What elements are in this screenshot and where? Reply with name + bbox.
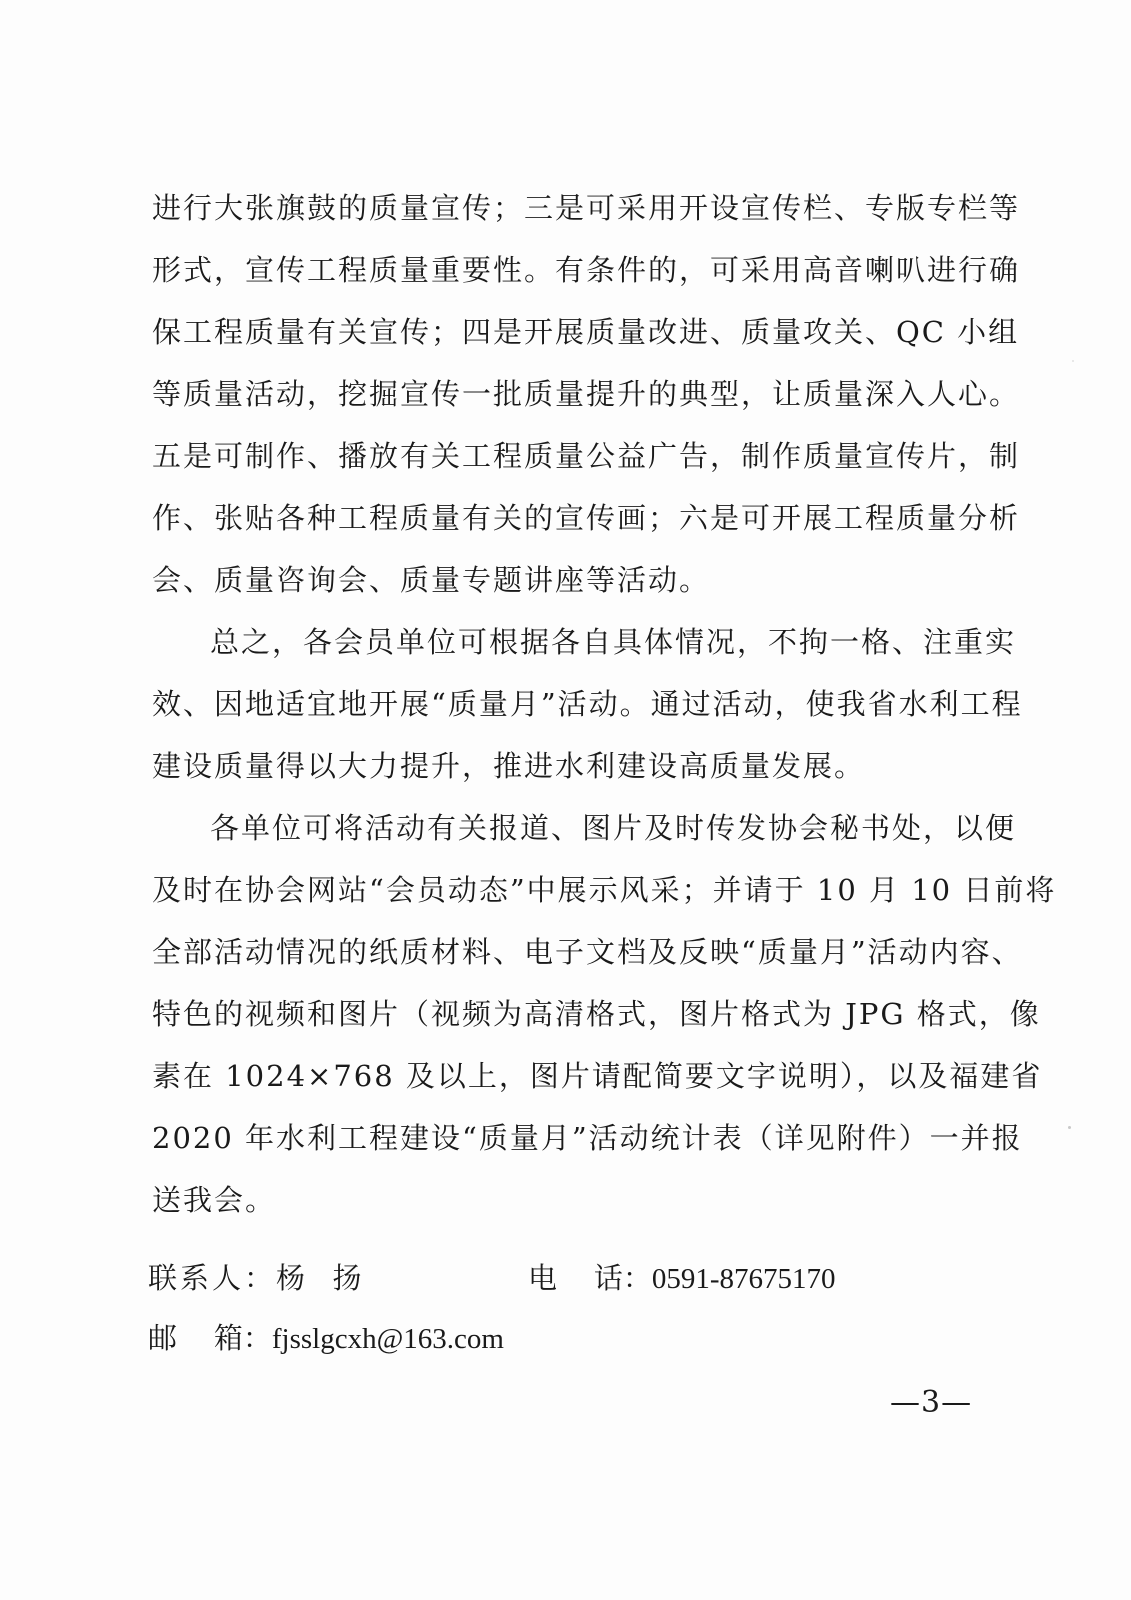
paragraph-3-line-7: 送我会。: [152, 1183, 277, 1217]
contact-email-value: fjsslgcxh@163.com: [271, 1323, 504, 1355]
paragraph-2-line-1: 总之，各会员单位可根据各自具体情况，不拘一格、注重实: [210, 625, 1017, 659]
paragraph-3-line-4: 特色的视频和图片（视频为高清格式，图片格式为 JPG 格式，像: [152, 997, 1041, 1031]
contact-email: [148, 1322, 504, 1355]
page-number: —3—: [890, 1385, 973, 1420]
scan-speck: [1068, 1126, 1071, 1129]
contact-person: [148, 1262, 364, 1294]
contact-person-name: 杨 扬: [276, 1261, 365, 1295]
contact-email-label: 邮 箱：: [148, 1321, 272, 1355]
contact-phone-label: 电 话：: [528, 1261, 652, 1295]
body-line-7: 会、质量咨询会、质量专题讲座等活动。: [152, 563, 711, 597]
paragraph-3-line-3: 全部活动情况的纸质材料、电子文档及反映“质量月”活动内容、: [152, 935, 1023, 969]
body-line-1: 进行大张旗鼓的质量宣传；三是可采用开设宣传栏、专版专栏等: [152, 191, 1021, 225]
body-line-4: 等质量活动，挖掘宣传一批质量提升的典型，让质量深入人心。: [152, 377, 1021, 411]
paragraph-3-line-6: 2020 年水利工程建设“质量月”活动统计表（详见附件）一并报: [152, 1121, 1023, 1155]
body-line-5: 五是可制作、播放有关工程质量公益广告，制作质量宣传片，制: [152, 439, 1021, 473]
scan-speck: [1072, 360, 1074, 362]
body-line-3: 保工程质量有关宣传；四是开展质量改进、质量攻关、QC 小组: [152, 315, 1020, 349]
contact-phone: [528, 1262, 836, 1295]
paragraph-2-line-2: 效、因地适宜地开展“质量月”活动。通过活动，使我省水利工程: [152, 687, 1023, 721]
body-line-2: 形式，宣传工程质量重要性。有条件的，可采用高音喇叭进行确: [152, 253, 1021, 287]
paragraph-3-line-1: 各单位可将活动有关报道、图片及时传发协会秘书处，以便: [210, 811, 1017, 845]
contact-phone-value: 0591-87675170: [651, 1263, 836, 1295]
contact-person-label: 联系人：: [148, 1261, 277, 1295]
paragraph-3-line-5: 素在 1024×768 及以上，图片请配简要文字说明），以及福建省: [152, 1059, 1043, 1093]
paragraph-3-line-2: 及时在协会网站“会员动态”中展示风采；并请于 10 月 10 日前将: [152, 873, 1057, 907]
paragraph-2-line-3: 建设质量得以大力提升，推进水利建设高质量发展。: [152, 749, 866, 783]
body-line-6: 作、张贴各种工程质量有关的宣传画；六是可开展工程质量分析: [152, 501, 1021, 535]
